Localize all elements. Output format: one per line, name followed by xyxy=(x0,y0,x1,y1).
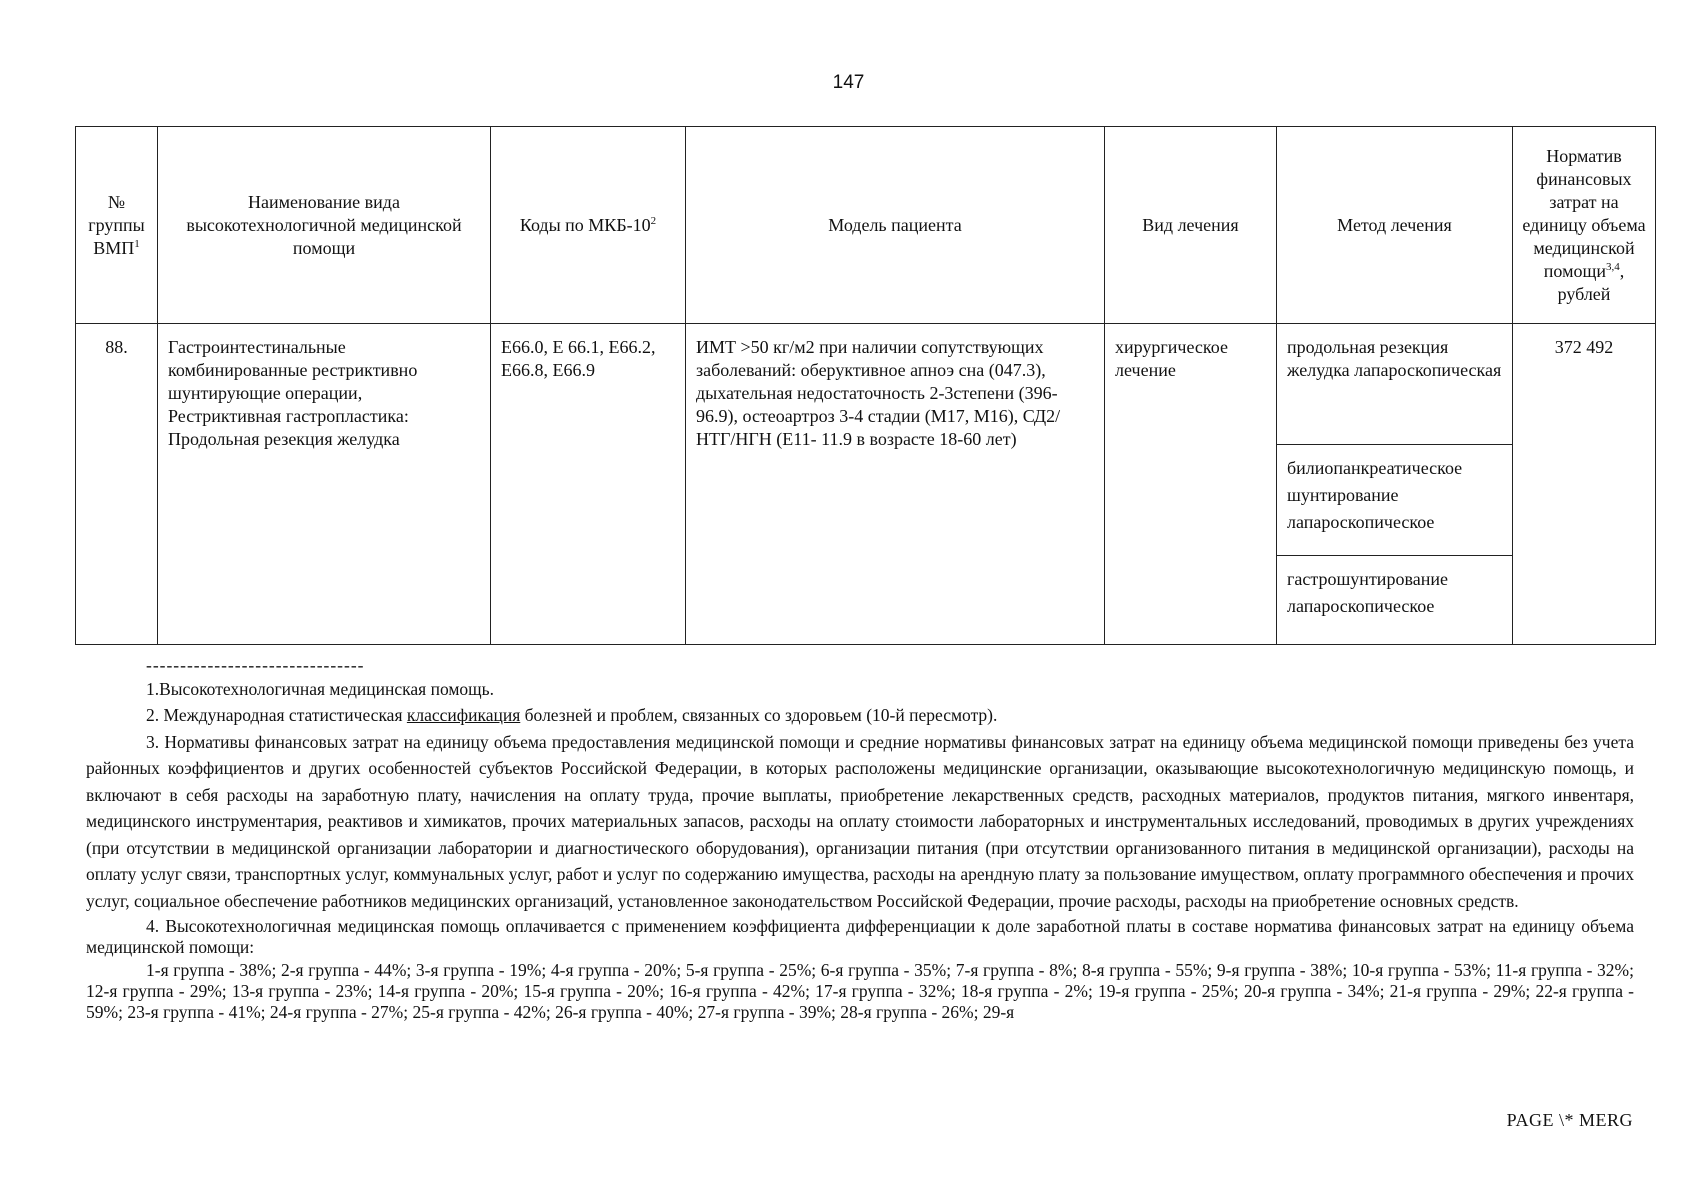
header-vmp-name: Наименование вида высокотехнологичной медицинской помощи xyxy=(158,127,491,324)
page-field-code: PAGE \* MERG xyxy=(1506,1110,1633,1130)
cell-patient-model: ИМТ >50 кг/м2 при наличии сопутствующих заболеваний: оберуктивное апноэ сна (047.3), дыхательная недостаточность 2-3степени (396-96.9), остеоартроз 3-4 стадии (М17, М16), СД2/НТГ/НГН (E11- 11.9 в возрасте 18-60 лет) xyxy=(686,324,1105,645)
vmp-table xyxy=(75,126,1656,645)
header-cost-norm: Норматив финансовых затрат на единицу объема медицинской помощи$^{3,4}$, рублей xyxy=(1513,127,1656,324)
footnote-2: 2. Международная статистическая классификация болезней и проблем, связанных со здоровьем (10-й пересмотр). xyxy=(146,705,998,725)
footnote-1: 1.Высокотехнологичная медицинская помощь. xyxy=(146,678,495,699)
cell-method-3: гастрошунтирование лапароскопическое xyxy=(1277,556,1513,645)
footnote-4-groups: 1-я группа - 38%; 2-я группа - 44%; 3-я группа - 19%; 4-я группа - 20%; 5-я группа - 25%; 6-я группа - 35%; 7-я группа - 8%; 8-я группа - 55%; 9-я группа - 38%; 10-я группа - 53%; 11-я группа - 32%; 12-я группа - 29%; 13-я группа - 23%; 14-я группа - 20%; 15-я группа - 20%; 16-я группа - 42%; 17-я группа - 32%; 18-я группа - 2%; 19-я группа - 25%; 20-я группа - 34%; 21-я группа - 29%; 22-я группа - 59%; 23-я группа - 41%; 24-я группа - 27%; 25-я группа - 42%; 26-я группа - 40%; 27-я группа - 39%; 28-я группа - 26%; 29-я xyxy=(86,960,1634,1022)
header-group-number: № группы ВМП$^1$ xyxy=(76,127,158,324)
header-icd-codes: Коды по МКБ-$10^2$ xyxy=(491,127,686,324)
header-patient-model: Модель пациента xyxy=(686,127,1105,324)
cell-group-number: 88. xyxy=(76,324,158,645)
header-treatment-method: Метод лечения xyxy=(1277,127,1513,324)
cell-method-1: продольная резекция желудка лапароскопическая xyxy=(1277,324,1513,445)
header-treatment-type: Вид лечения xyxy=(1105,127,1277,324)
footnotes xyxy=(86,652,1634,1023)
cell-vmp-name: Гастроинтестинальные комбинированные рестриктивно шунтирующие операции, Рестриктивная гастропластика: Продольная резекция желудка xyxy=(158,324,491,645)
cell-method-2: билиопанкреатическое шунтирование лапароскопическое xyxy=(1277,445,1513,556)
classification-link[interactable]: классификация xyxy=(406,705,521,725)
cell-icd-codes: E66.0, E 66.1, E66.2, E66.8, E66.9 xyxy=(491,324,686,645)
table-row xyxy=(76,324,1656,445)
cell-treatment-type: хирургическое лечение xyxy=(1105,324,1277,645)
table-header-row xyxy=(76,127,1656,324)
footnote-separator: -------------------------------- xyxy=(146,655,365,675)
footnote-3: 3. Нормативы финансовых затрат на единицу объема предоставления медицинской помощи и средние нормативы финансовых затрат на единицу объема медицинской помощи приведены без учета районных коэффициентов и других особенностей субъектов Российской Федерации, в которых расположены медицинские организации, оказывающие высокотехнологичную медицинскую помощь, и включают в себя расходы на заработную плату, начисления на оплату труда, прочие выплаты, приобретение лекарственных средств, расходных материалов, продуктов питания, мягкого инвентаря, медицинского инструментария, реактивов и химикатов, прочих материальных запасов, расходы на оплату стоимости лабораторных и инструментальных исследований, проводимых в других учреждениях (при отсутствии в медицинской организации лаборатории и диагностического оборудования), организации питания (при отсутствии организованного питания в медицинской организации), расходы на оплату услуг связи, транспортных услуг, коммунальных услуг, работ и услуг по содержанию имущества, расходы на арендную плату за пользование имуществом, оплату программного обеспечения и прочих услуг, социальное обеспечение работников медицинских организаций, установленное законодательством Российской Федерации, прочие расходы, расходы на приобретение основных средств. xyxy=(86,731,1634,911)
cell-cost: 372 492 xyxy=(1513,324,1656,645)
page-number: 147 xyxy=(832,72,865,93)
footnote-4: 4. Высокотехнологичная медицинская помощь оплачивается с применением коэффициента дифференциации к доле заработной платы в составе норматива финансовых затрат на единицу объема медицинской помощи: xyxy=(86,916,1634,957)
